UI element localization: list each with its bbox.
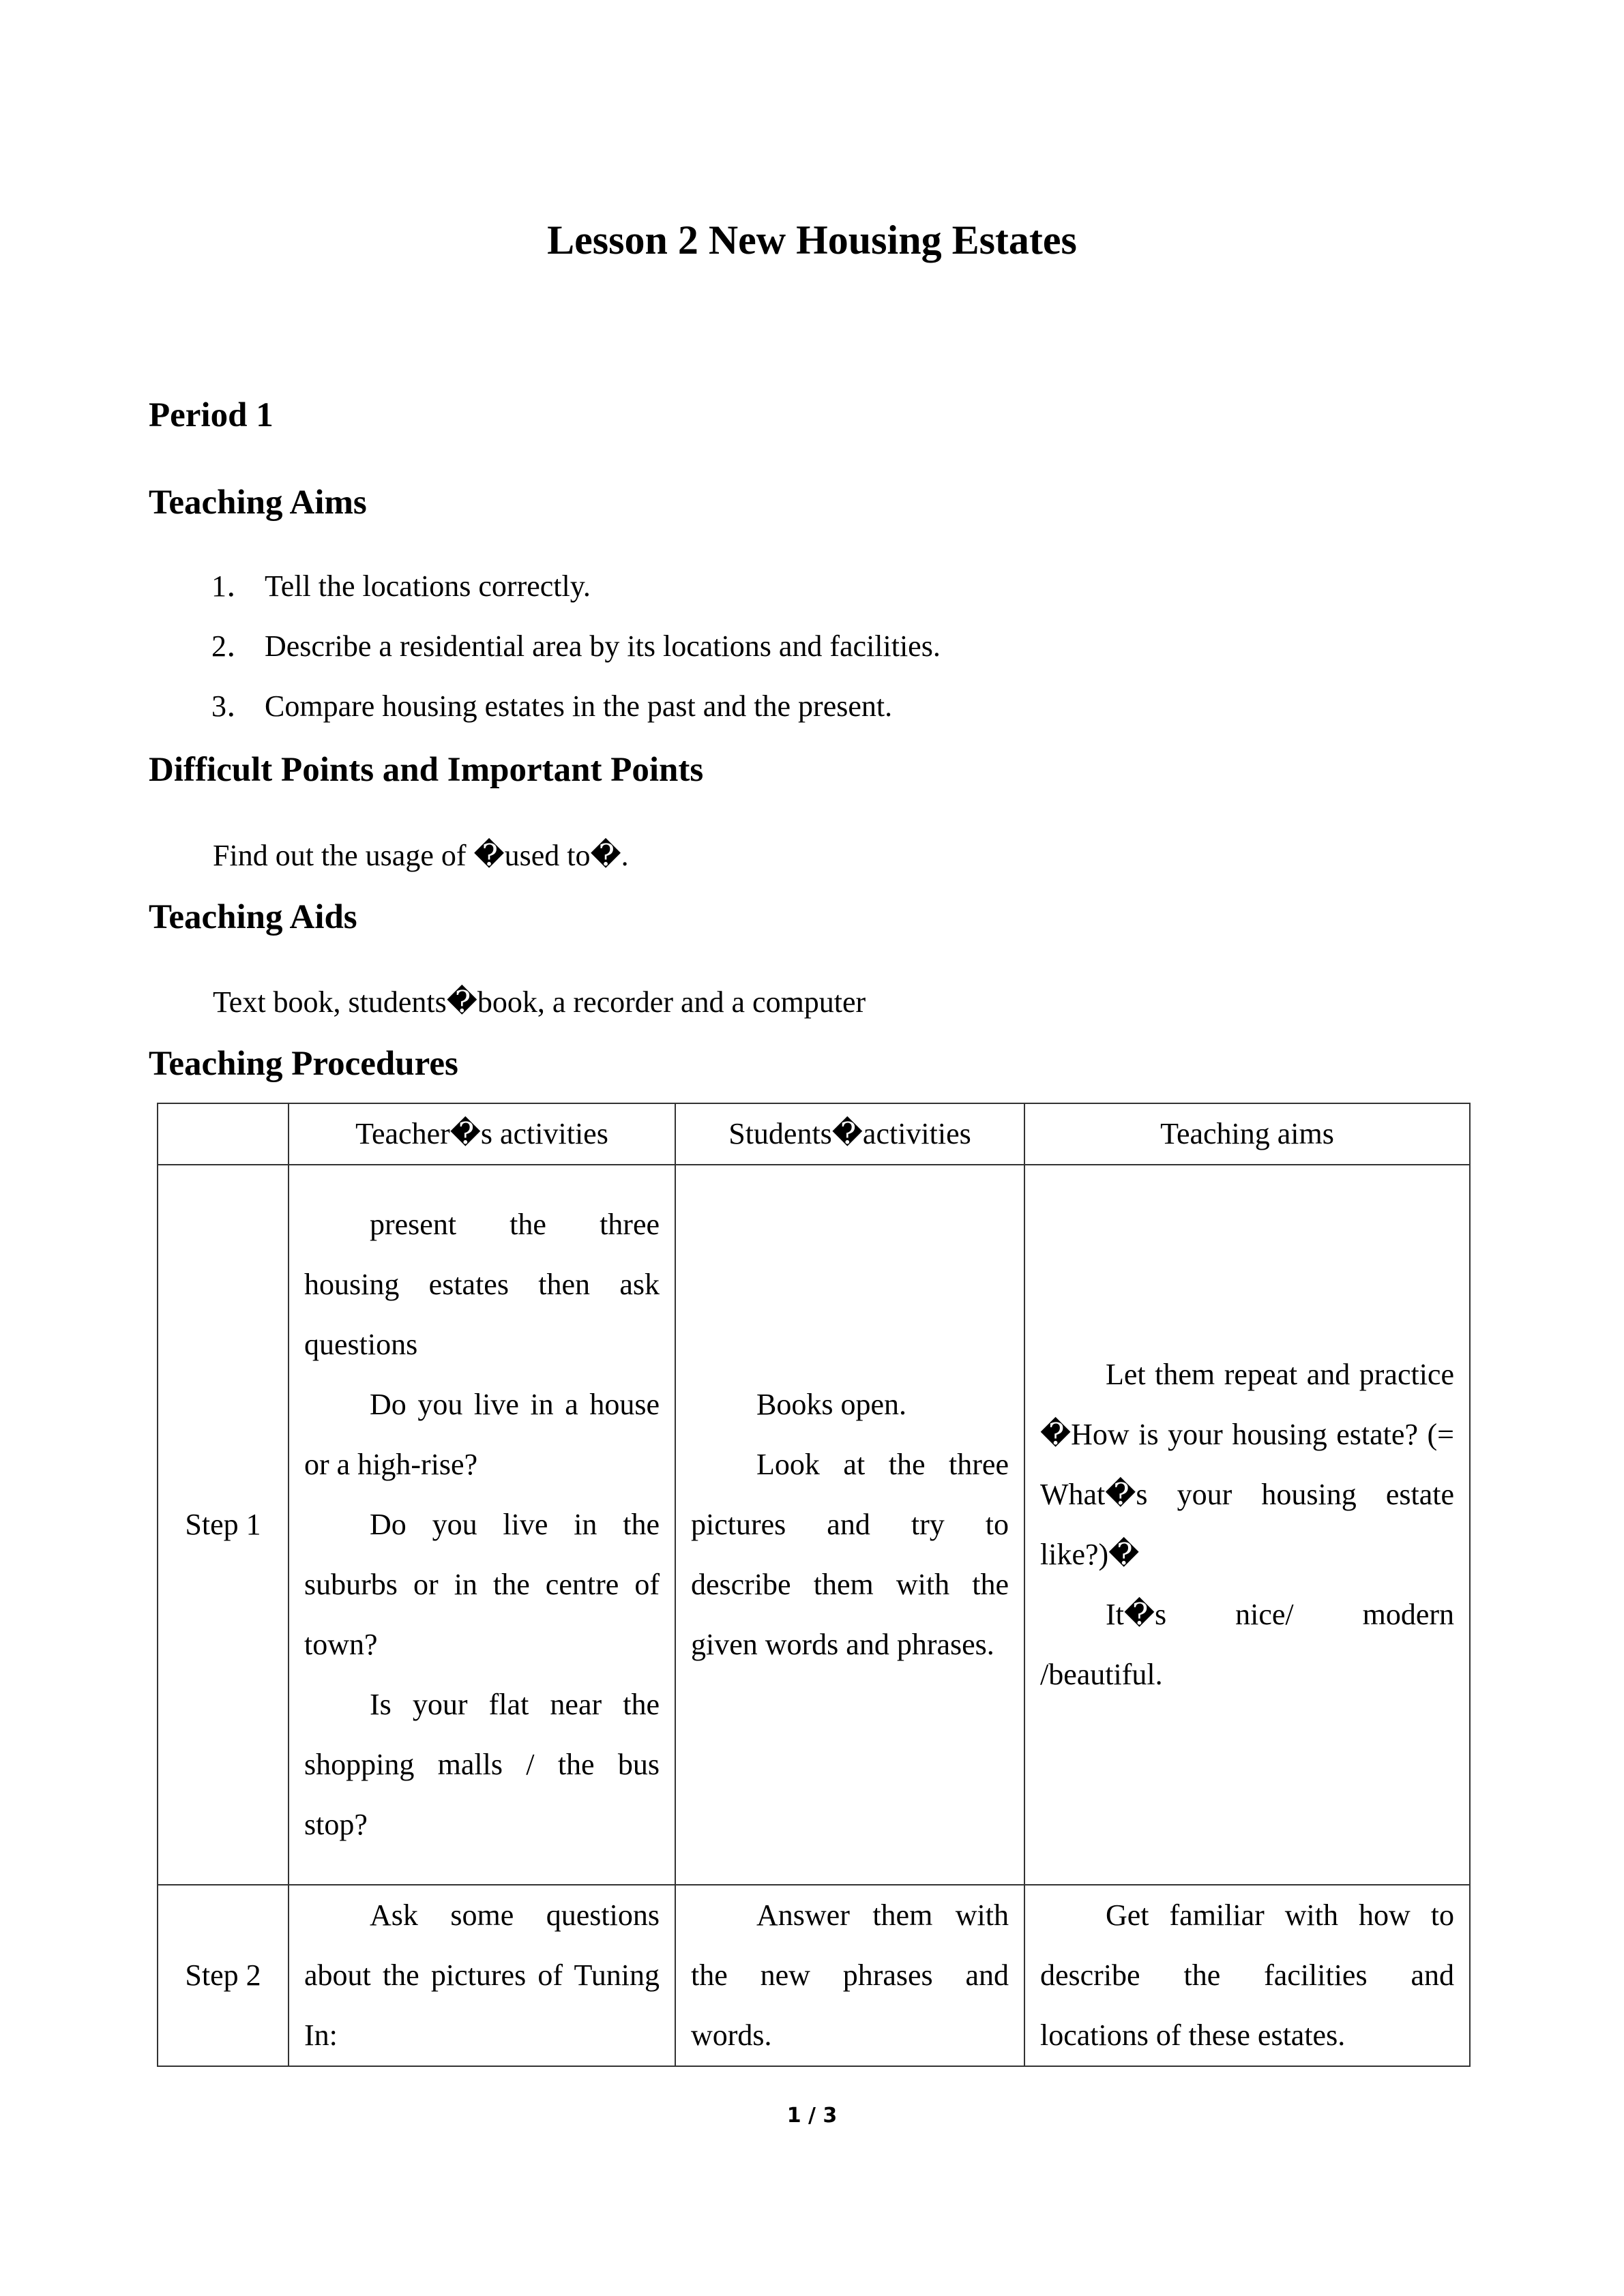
cell-paragraph: Ask some questions about the pictures of Tuning In: xyxy=(304,1898,660,2052)
cell-paragraph: Is your flat near the shopping malls / the bus stop? xyxy=(304,1688,660,1841)
header-cell-step xyxy=(158,1103,289,1165)
aim-text: Compare housing estates in the past and the present. xyxy=(265,689,893,723)
cell-paragraph: Do you live in a house or a high-rise? xyxy=(304,1388,660,1481)
aim-number: 3． xyxy=(211,689,256,723)
step-cell: Step 1 xyxy=(158,1165,289,1885)
cell-paragraph: Look at the three pictures and try to describe them with the given words and phrases. xyxy=(691,1448,1009,1661)
aim-item xyxy=(211,686,892,727)
cell-paragraph: Get familiar with how to describe the facilities and locations of these estates. xyxy=(1040,1898,1454,2052)
table-row xyxy=(158,1165,1470,1885)
table-header-row xyxy=(158,1103,1470,1165)
period-heading: Period 1 xyxy=(149,396,274,434)
teaching-aims-cell xyxy=(1024,1165,1470,1885)
cell-paragraph: present the three housing estates then ask questions xyxy=(304,1208,660,1361)
teacher-activities-cell xyxy=(289,1165,675,1885)
cell-paragraph: Answer them with the new phrases and words. xyxy=(691,1898,1009,2052)
teacher-activities-cell xyxy=(289,1885,675,2066)
teaching-aids-text: Text book, students�book, a recorder and a computer xyxy=(213,985,866,1019)
students-activities-cell xyxy=(675,1165,1024,1885)
cell-paragraph: It�s nice/ modern /beautiful. xyxy=(1040,1598,1454,1691)
cell-paragraph: Do you live in the suburbs or in the centre of town? xyxy=(304,1508,660,1661)
teaching-aims-cell xyxy=(1024,1885,1470,2066)
teaching-aids-heading: Teaching Aids xyxy=(149,898,357,936)
aim-number: 2． xyxy=(211,629,256,663)
teaching-procedures-heading: Teaching Procedures xyxy=(149,1045,458,1083)
cell-paragraph: Let them repeat and practice �How is your housing estate? (= What�s your housing estate like?)� xyxy=(1040,1358,1454,1571)
aim-item xyxy=(211,566,591,607)
teaching-aims-heading: Teaching Aims xyxy=(149,483,367,522)
header-cell-teacher: Teacher�s activities xyxy=(289,1103,675,1165)
students-activities-cell xyxy=(675,1885,1024,2066)
cell-paragraph: Books open. xyxy=(756,1388,906,1421)
header-cell-students: Students�activities xyxy=(675,1103,1024,1165)
aim-item xyxy=(211,626,941,667)
difficult-points-heading: Difficult Points and Important Points xyxy=(149,751,704,789)
aim-number: 1． xyxy=(211,569,256,603)
page-title: Lesson 2 New Housing Estates xyxy=(547,218,1077,263)
procedures-table xyxy=(157,1103,1471,2067)
aim-text: Describe a residential area by its locations and facilities. xyxy=(265,629,941,663)
header-cell-aims: Teaching aims xyxy=(1024,1103,1470,1165)
aim-text: Tell the locations correctly. xyxy=(265,569,591,603)
step-cell: Step 2 xyxy=(158,1885,289,2066)
difficult-points-text: Find out the usage of �used to�. xyxy=(213,839,629,872)
table-row xyxy=(158,1885,1470,2066)
page-number: 1 / 3 xyxy=(786,2104,838,2128)
